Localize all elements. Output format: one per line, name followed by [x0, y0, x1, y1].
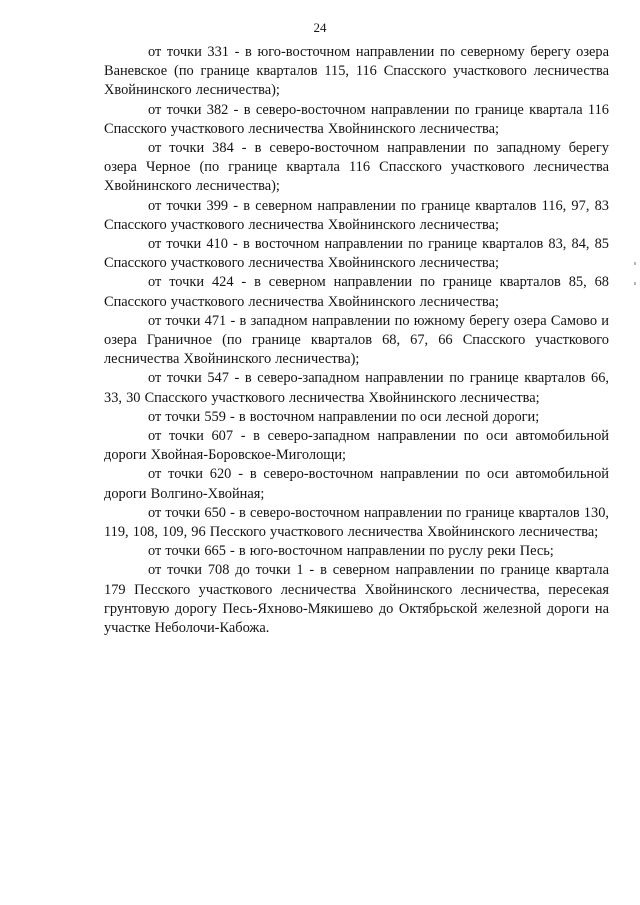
- scan-edge-mark: [634, 282, 636, 285]
- paragraph: от точки 607 - в северо-западном направлении по оси автомобильной дороги Хвойная-Боровское-Миголощи;: [104, 428, 609, 464]
- paragraph: от точки 382 - в северо-восточном направлении по границе квартала 116 Спасского участкового лесничества Хвойнинского лесничества;: [104, 101, 609, 137]
- paragraph: от точки 559 - в восточном направлении по оси лесной дороги;: [148, 408, 540, 425]
- paragraph: от точки 410 - в восточном направлении по границе кварталов 83, 84, 85 Спасского участкового лесничества Хвойнинского лесничества;: [104, 236, 609, 272]
- paragraph: от точки 384 - в северо-восточном направлении по западному берегу озера Черное (по границе квартала 116 Спасского участкового лесничества Хвойнинского лесничества);: [104, 140, 609, 195]
- page-number: 24: [313, 20, 327, 35]
- paragraph: от точки 547 - в северо-западном направлении по границе кварталов 66, 33, 30 Спасского участкового лесничества Хвойнинского лесничества;: [104, 370, 609, 406]
- paragraph: от точки 399 - в северном направлении по границе кварталов 116, 97, 83 Спасского участкового лесничества Хвойнинского лесничества;: [104, 197, 609, 233]
- paragraph: от точки 665 - в юго-восточном направлении по руслу реки Песь;: [148, 543, 554, 560]
- document-body: [104, 43, 609, 638]
- paragraph: от точки 331 - в юго-восточном направлении по северному берегу озера Ваневское (по границе кварталов 115, 116 Спасского участкового лесничества Хвойнинского лесничества);: [104, 44, 609, 99]
- paragraph: от точки 650 - в северо-восточном направлении по границе кварталов 130, 119, 108, 109, 96 Песского участкового лесничества Хвойнинского лесничества;: [104, 504, 609, 541]
- paragraph: от точки 471 - в западном направлении по южному берегу озера Самово и озера Граничное (по границе кварталов 68, 67, 66 Спасского участкового лесничества Хвойнинского лесничества);: [104, 312, 609, 368]
- paragraph: от точки 424 - в северном направлении по границе кварталов 85, 68 Спасского участкового лесничества Хвойнинского лесничества;: [104, 274, 609, 310]
- paragraph: от точки 708 до точки 1 - в северном направлении по границе квартала 179 Песского участкового лесничества Хвойнинского лесничества, пересекая грунтовую дорогу Песь-Яхново-Мякишево до Октябрьской железной дороги на участке Неболочи-Кабожа.: [104, 562, 609, 637]
- scan-edge-mark: [634, 262, 636, 265]
- paragraph: от точки 620 - в северо-восточном направлении по оси автомобильной дороги Волгино-Хвойная;: [104, 466, 609, 502]
